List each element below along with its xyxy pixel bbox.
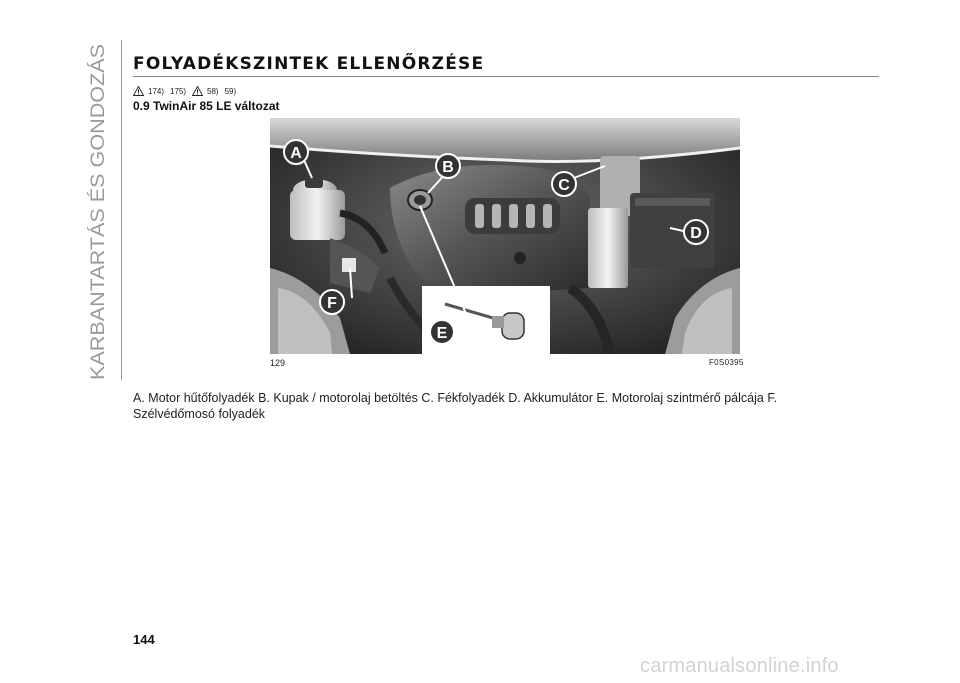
callout-d <box>684 220 708 244</box>
callout-e <box>430 320 454 344</box>
page-heading: FOLYADÉKSZINTEK ELLENŐRZÉSE <box>133 54 485 74</box>
callout-f <box>320 290 344 314</box>
warning-ref[interactable]: 174) <box>148 86 165 96</box>
callout-b-label: B <box>442 159 454 176</box>
watermark-text: carmanualsonline.info <box>640 655 839 677</box>
callout-a <box>284 140 308 164</box>
warning-ref[interactable]: 59) <box>224 86 237 96</box>
engine-bay-figure <box>270 118 740 354</box>
callout-d-label: D <box>690 225 702 242</box>
heading-divider <box>133 76 879 77</box>
warning-ref[interactable]: 58) <box>207 86 219 96</box>
callout-c <box>552 172 576 196</box>
warning-triangle-icon <box>192 86 203 96</box>
figure-number: 129 <box>270 358 286 368</box>
warning-triangle-icon <box>133 86 144 96</box>
warning-ref[interactable]: 175) <box>170 86 187 96</box>
figure-caption: A. Motor hűtőfolyadék B. Kupak / motorolaj betöltés C. Fékfolyadék D. Akkumulátor E. Motorolaj szintmérő pálcája F. Szélvédőmosó folyadék <box>133 391 778 421</box>
callout-f-label: F <box>327 295 337 312</box>
page-number: 144 <box>133 632 155 647</box>
callout-a-label: A <box>290 145 302 162</box>
warning-references <box>133 85 238 97</box>
callout-e-label: E <box>436 325 448 342</box>
callout-c-label: C <box>558 177 570 194</box>
side-section-title-text: KARBANTARTÁS ÉS GONDOZÁS <box>88 84 109 380</box>
side-divider <box>121 40 122 380</box>
engine-variant-subheading: 0.9 TwinAir 85 LE változat <box>133 99 280 113</box>
callout-b <box>436 154 460 178</box>
figure-code: F0S0395 <box>709 358 744 367</box>
side-section-title <box>74 40 120 380</box>
